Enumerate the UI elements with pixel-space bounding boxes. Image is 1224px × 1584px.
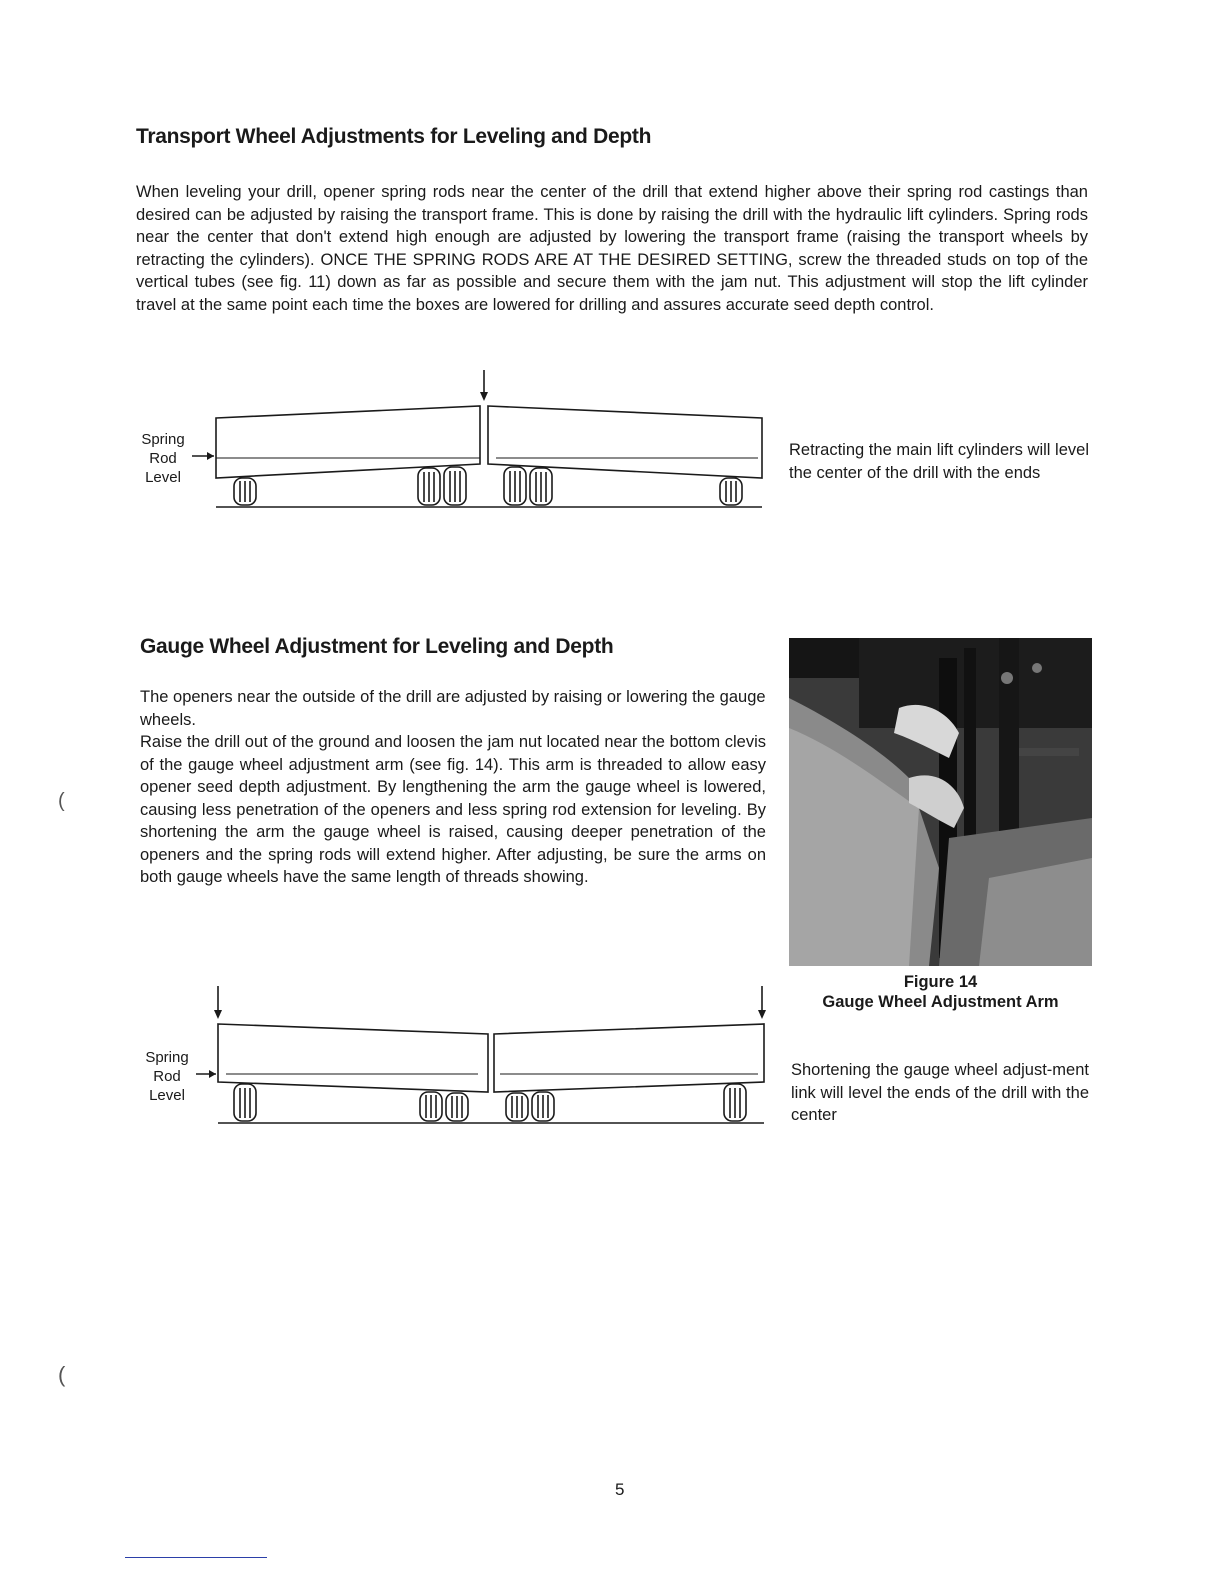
right-drill-box-2: [494, 1024, 764, 1092]
gauge-leveling-diagram: [180, 982, 780, 1132]
gauge-wheel-arm-photo-illustration: [789, 638, 1092, 966]
spring-rod-level-label-2: Spring Rod Level: [145, 1049, 189, 1104]
wheel-left-end: [234, 478, 256, 505]
center-arrowhead: [480, 392, 488, 401]
figure-title: Gauge Wheel Adjustment Arm: [822, 993, 1059, 1011]
wheel-left-center-1: [418, 468, 440, 505]
section2-title: Gauge Wheel Adjustment for Leveling and Depth: [140, 635, 614, 658]
wheel-right-end: [720, 478, 742, 505]
section1-paragraph: When leveling your drill, opener spring rods near the center of the drill that extend higher above their spring rod castings than desired can be adjusted by raising the transport frame. This is done by raising the drill with the hydraulic lift cylinders. Spring rods near the center that don't extend high enough are adjusted by lowering the transport frame (raising the transport wheels by retracting the cylinders). ONCE THE SPRING RODS ARE AT THE DESIRED SETTING, screw the threaded studs on top of the vertical tubes (see fig. 11) down as far as possible and secure them with the jam nut. This adjustment will stop the lift cylinder travel at the same point each time the boxes are lowered for drilling and assures accurate seed depth control.: [136, 183, 1088, 314]
wheel-left-center-3: [420, 1092, 442, 1121]
right-drill-box: [488, 406, 762, 478]
margin-mark-2: (: [58, 1362, 66, 1387]
figure-14-photo: [789, 638, 1092, 966]
left-drill-box-2: [218, 1024, 488, 1092]
wheel-right-center-4: [532, 1092, 554, 1121]
spring-rod-level-label: Spring Rod Level: [141, 431, 185, 486]
figure-14-caption: [789, 972, 1092, 1012]
page-number: 5: [615, 1480, 625, 1499]
wheel-left-end-2: [234, 1084, 256, 1121]
wheel-left-center-2: [444, 467, 466, 505]
transport-diagram-note: Retracting the main lift cylinders will level the center of the drill with the ends: [789, 441, 1089, 482]
figure-number: Figure 14: [903, 973, 978, 991]
margin-mark: (: [58, 790, 65, 812]
gauge-diagram-note: Shortening the gauge wheel adjust-ment link will level the ends of the drill with the center: [791, 1061, 1089, 1124]
wheel-right-center-2: [530, 468, 552, 505]
wheel-right-center-3: [506, 1093, 528, 1121]
transport-leveling-diagram: [176, 366, 776, 516]
wheel-left-center-4: [446, 1093, 468, 1121]
footnote-rule: [125, 1557, 267, 1558]
section1-title: Transport Wheel Adjustments for Leveling and Depth: [136, 125, 652, 148]
wheel-right-end-2: [724, 1084, 746, 1121]
section2-paragraph: The openers near the outside of the drill are adjusted by raising or lowering the gauge wheels. Raise the drill out of the ground and loosen the jam nut located near the bottom clevis of the gauge wheel adjustment arm (see fig. 14). This arm is threaded to allow easy opener seed depth adjustment. By lengthening the arm the gauge wheel is lowered, causing less penetration of the openers and less spring rod extension for leveling. By shortening the arm the gauge wheel is raised, causing deeper penetration of the openers and the spring rods will extend higher. After adjusting, be sure the arms on both gauge wheels have the same length of threads showing.: [140, 688, 766, 886]
wheel-right-center-1: [504, 467, 526, 505]
left-drill-box: [216, 406, 480, 478]
